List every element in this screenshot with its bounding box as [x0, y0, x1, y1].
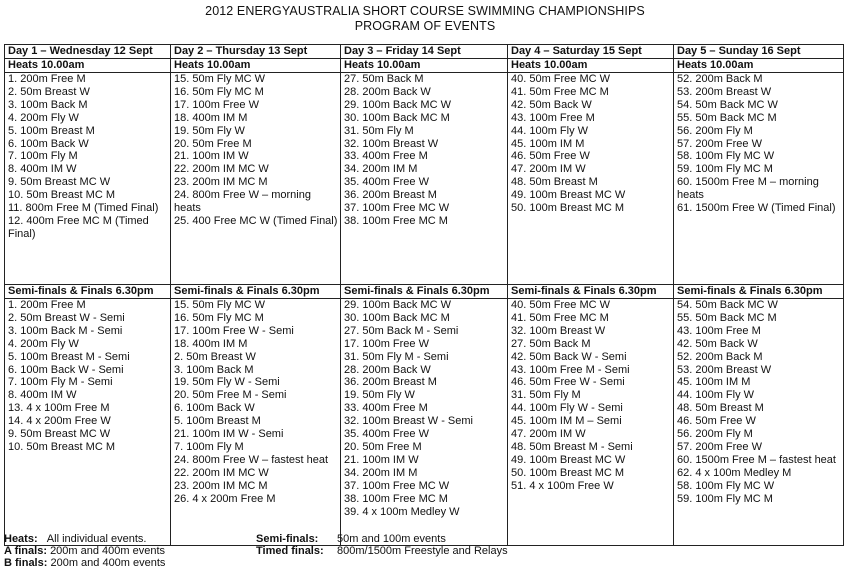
event-item: 60. 1500m Free M – morning heats: [677, 176, 819, 202]
heats-event-list: [508, 73, 674, 285]
finals-event-list: [674, 299, 844, 546]
event-item: 59. 100m Fly MC M: [677, 163, 773, 176]
event-item: 57. 200m Free W: [677, 440, 762, 453]
event-item: 42. 50m Back W: [677, 337, 758, 350]
event-item: 2. 50m Breast W - Semi: [8, 311, 125, 324]
heats-events-row: [5, 73, 844, 285]
heats-header-row: [5, 59, 844, 73]
event-item: 16. 50m Fly MC M: [174, 85, 264, 98]
event-item: 42. 50m Back W - Semi: [511, 350, 627, 363]
legend-heats-label: Heats:: [4, 533, 38, 545]
event-item: 16. 50m Fly MC M: [174, 311, 264, 324]
day-header: Day 3 – Friday 14 Sept: [341, 45, 508, 59]
event-item: 6. 100m Back W: [174, 402, 255, 415]
event-item: 21. 100m IM W - Semi: [174, 428, 284, 441]
event-item: 49. 100m Breast MC W: [511, 189, 626, 202]
event-item: 4. 200m Fly W: [8, 337, 79, 350]
event-item: 55. 50m Back MC M: [677, 111, 777, 124]
event-item: 13. 4 x 100m Free M: [8, 402, 110, 415]
title-line-1: 2012 ENERGYAUSTRALIA SHORT COURSE SWIMMING CHAMPIONSHIPS: [205, 4, 645, 18]
heats-event-list: [341, 73, 508, 285]
finals-event-list: [508, 299, 674, 546]
event-item: 5. 100m Breast M: [174, 415, 261, 428]
program-table: [4, 44, 844, 546]
event-item: 54. 50m Back MC W: [677, 299, 778, 311]
event-item: 17. 100m Free W - Semi: [174, 324, 294, 337]
event-item: 20. 50m Free M: [344, 440, 422, 453]
legend-b-finals: [4, 557, 165, 570]
event-item: 53. 200m Breast W: [677, 363, 772, 376]
event-item: 55. 50m Back MC M: [677, 311, 777, 324]
event-item: 4. 200m Fly W: [8, 111, 79, 124]
legend-semi-label: Semi-finals:: [256, 533, 319, 545]
event-item: 20. 50m Free M: [174, 137, 252, 150]
event-item: 8. 400m IM W: [8, 163, 77, 176]
event-item: 46. 50m Free W: [511, 150, 590, 163]
finals-event-list: [171, 299, 341, 546]
event-item: 48. 50m Breast M: [511, 176, 598, 189]
event-item: 43. 100m Free M: [511, 111, 595, 124]
event-item: 14. 4 x 200m Free W: [8, 415, 111, 428]
event-item: 27. 50m Back M: [511, 337, 591, 350]
event-item: 47. 200m IM W: [511, 428, 586, 441]
event-item: 6. 100m Back W: [8, 137, 89, 150]
finals-event-list: [5, 299, 171, 546]
event-item: 60. 1500m Free M – fastest heat: [677, 453, 836, 466]
event-item: 50. 100m Breast MC M: [511, 202, 625, 215]
event-item: 38. 100m Free MC M: [344, 214, 448, 227]
event-item: 41. 50m Free MC M: [511, 311, 609, 324]
heats-header: Heats 10.00am: [171, 59, 341, 73]
finals-header: Semi-finals & Finals 6.30pm: [171, 285, 341, 299]
event-item: 19. 50m Fly W: [174, 124, 245, 137]
event-item: 12. 400m Free MC M (Timed Final): [8, 214, 149, 240]
event-item: 56. 200m Fly M: [677, 124, 753, 137]
event-item: 58. 100m Fly MC W: [677, 479, 775, 492]
event-item: 54. 50m Back MC W: [677, 98, 778, 111]
event-item: 57. 200m Free W: [677, 137, 762, 150]
event-item: 5. 100m Breast M: [8, 124, 95, 137]
event-item: 17. 100m Free W: [174, 98, 259, 111]
event-item: 28. 200m Back W: [344, 85, 431, 98]
day-header: Day 4 – Saturday 15 Sept: [508, 45, 674, 59]
event-item: 44. 100m Fly W: [677, 389, 755, 402]
finals-header-row: [5, 285, 844, 299]
event-item: 11. 800m Free M (Timed Final): [8, 202, 159, 215]
event-item: 51. 4 x 100m Free W: [511, 479, 614, 492]
event-item: 10. 50m Breast MC M: [8, 440, 115, 453]
finals-event-list: [341, 299, 508, 546]
event-item: 34. 200m IM M: [344, 466, 418, 479]
event-item: 40. 50m Free MC W: [511, 73, 611, 85]
event-item: 22. 200m IM MC W: [174, 163, 269, 176]
event-item: 36. 200m Breast M: [344, 376, 437, 389]
event-item: 59. 100m Fly MC M: [677, 492, 773, 505]
event-item: 23. 200m IM MC M: [174, 176, 268, 189]
legend-timed-text: 800m/1500m Freestyle and Relays: [337, 545, 508, 557]
event-item: 45. 100m IM M: [677, 376, 751, 389]
heats-header: Heats 10.00am: [5, 59, 171, 73]
event-item: 43. 100m Free M: [677, 324, 761, 337]
event-item: 58. 100m Fly MC W: [677, 150, 775, 163]
event-item: 19. 50m Fly W: [344, 389, 415, 402]
legend-semi-text: 50m and 100m events: [337, 533, 446, 545]
event-item: 30. 100m Back MC M: [344, 111, 450, 124]
event-item: 25. 400 Free MC W (Timed Final): [174, 214, 338, 227]
event-item: 1. 200m Free M: [8, 73, 86, 85]
event-item: 41. 50m Free MC M: [511, 85, 609, 98]
event-item: 61. 1500m Free W (Timed Final): [677, 202, 836, 215]
legend-b-text: 200m and 400m events: [50, 557, 166, 569]
finals-header: Semi-finals & Finals 6.30pm: [341, 285, 508, 299]
event-item: 33. 400m Free M: [344, 150, 428, 163]
event-item: 2. 50m Breast W: [174, 350, 256, 363]
event-item: 29. 100m Back MC W: [344, 98, 451, 111]
event-item: 32. 100m Breast W: [344, 137, 439, 150]
event-item: 36. 200m Breast M: [344, 189, 437, 202]
event-item: 2. 50m Breast W: [8, 85, 90, 98]
event-item: 46. 50m Free W - Semi: [511, 376, 625, 389]
event-item: 44. 100m Fly W: [511, 124, 589, 137]
day-header-row: [5, 45, 844, 59]
event-item: 33. 400m Free M: [344, 402, 428, 415]
event-item: 56. 200m Fly M: [677, 428, 753, 441]
event-item: 32. 100m Breast W: [511, 324, 606, 337]
event-item: 24. 800m Free W – morning heats: [174, 189, 311, 215]
event-item: 21. 100m IM W: [344, 453, 419, 466]
event-item: 3. 100m Back M: [8, 98, 88, 111]
event-item: 52. 200m Back M: [677, 350, 763, 363]
event-item: 15. 50m Fly MC W: [174, 299, 266, 311]
event-item: 50. 100m Breast MC M: [511, 466, 625, 479]
legend-a-label: A finals:: [4, 545, 47, 557]
finals-events-row: [5, 299, 844, 546]
event-item: 19. 50m Fly W - Semi: [174, 376, 280, 389]
event-item: 45. 100m IM M – Semi: [511, 415, 622, 428]
event-item: 6. 100m Back W - Semi: [8, 363, 124, 376]
event-item: 37. 100m Free MC W: [344, 479, 450, 492]
legend-timed-finals: [256, 545, 324, 558]
event-item: 27. 50m Back M: [344, 73, 424, 85]
event-item: 23. 200m IM MC M: [174, 479, 268, 492]
day-header: Day 2 – Thursday 13 Sept: [171, 45, 341, 59]
event-item: 47. 200m IM W: [511, 163, 586, 176]
event-item: 5. 100m Breast M - Semi: [8, 350, 130, 363]
event-item: 35. 400m Free W: [344, 176, 429, 189]
event-item: 9. 50m Breast MC W: [8, 176, 111, 189]
event-item: 34. 200m IM M: [344, 163, 418, 176]
heats-event-list: [171, 73, 341, 285]
page-title: [0, 0, 850, 34]
event-item: 48. 50m Breast M - Semi: [511, 440, 633, 453]
event-item: 18. 400m IM M: [174, 111, 248, 124]
event-item: 43. 100m Free M - Semi: [511, 363, 630, 376]
event-item: 49. 100m Breast MC W: [511, 453, 626, 466]
event-item: 27. 50m Back M - Semi: [344, 324, 459, 337]
legend-heats-text: All individual events.: [46, 533, 147, 545]
event-item: 53. 200m Breast W: [677, 85, 772, 98]
event-item: 31. 50m Fly M - Semi: [344, 350, 449, 363]
event-item: 20. 50m Free M - Semi: [174, 389, 287, 402]
event-item: 3. 100m Back M: [174, 363, 254, 376]
title-line-2: PROGRAM OF EVENTS: [354, 19, 496, 33]
day-header: Day 1 – Wednesday 12 Sept: [5, 45, 171, 59]
event-item: 9. 50m Breast MC W: [8, 428, 111, 441]
legend-b-label: B finals:: [4, 557, 48, 569]
event-item: 28. 200m Back W: [344, 363, 431, 376]
event-item: 29. 100m Back MC W: [344, 299, 451, 311]
event-item: 3. 100m Back M - Semi: [8, 324, 123, 337]
event-item: 8. 400m IM W: [8, 389, 77, 402]
event-item: 37. 100m Free MC W: [344, 202, 450, 215]
event-item: 45. 100m IM M: [511, 137, 585, 150]
event-item: 35. 400m Free W: [344, 428, 429, 441]
heats-header: Heats 10.00am: [341, 59, 508, 73]
event-item: 52. 200m Back M: [677, 73, 763, 85]
event-item: 44. 100m Fly W - Semi: [511, 402, 623, 415]
legend-a-text: 200m and 400m events: [50, 545, 166, 557]
event-item: 39. 4 x 100m Medley W: [344, 505, 460, 518]
event-item: 7. 100m Fly M - Semi: [8, 376, 113, 389]
event-item: 31. 50m Fly M: [344, 124, 414, 137]
event-item: 21. 100m IM W: [174, 150, 249, 163]
event-item: 42. 50m Back W: [511, 98, 592, 111]
event-item: 7. 100m Fly M: [8, 150, 78, 163]
event-item: 30. 100m Back MC M: [344, 311, 450, 324]
event-item: 48. 50m Breast M: [677, 402, 764, 415]
event-item: 17. 100m Free W: [344, 337, 429, 350]
event-item: 31. 50m Fly M: [511, 389, 581, 402]
heats-event-list: [674, 73, 844, 285]
event-item: 24. 800m Free W – fastest heat: [174, 453, 329, 466]
finals-header: Semi-finals & Finals 6.30pm: [674, 285, 844, 299]
finals-header: Semi-finals & Finals 6.30pm: [508, 285, 674, 299]
event-item: 1. 200m Free M: [8, 299, 86, 311]
event-item: 46. 50m Free W: [677, 415, 756, 428]
event-item: 40. 50m Free MC W: [511, 299, 611, 311]
heats-header: Heats 10.00am: [674, 59, 844, 73]
event-item: 7. 100m Fly M: [174, 440, 244, 453]
event-item: 15. 50m Fly MC W: [174, 73, 266, 85]
event-item: 10. 50m Breast MC M: [8, 189, 115, 202]
event-item: 22. 200m IM MC W: [174, 466, 269, 479]
event-item: 26. 4 x 200m Free M: [174, 492, 276, 505]
event-item: 62. 4 x 100m Medley M: [677, 466, 792, 479]
legend-timed-label: Timed finals:: [256, 545, 324, 557]
event-item: 38. 100m Free MC M: [344, 492, 448, 505]
day-header: Day 5 – Sunday 16 Sept: [674, 45, 844, 59]
event-item: 32. 100m Breast W - Semi: [344, 415, 473, 428]
heats-event-list: [5, 73, 171, 285]
event-item: 18. 400m IM M: [174, 337, 248, 350]
heats-header: Heats 10.00am: [508, 59, 674, 73]
finals-header: Semi-finals & Finals 6.30pm: [5, 285, 171, 299]
